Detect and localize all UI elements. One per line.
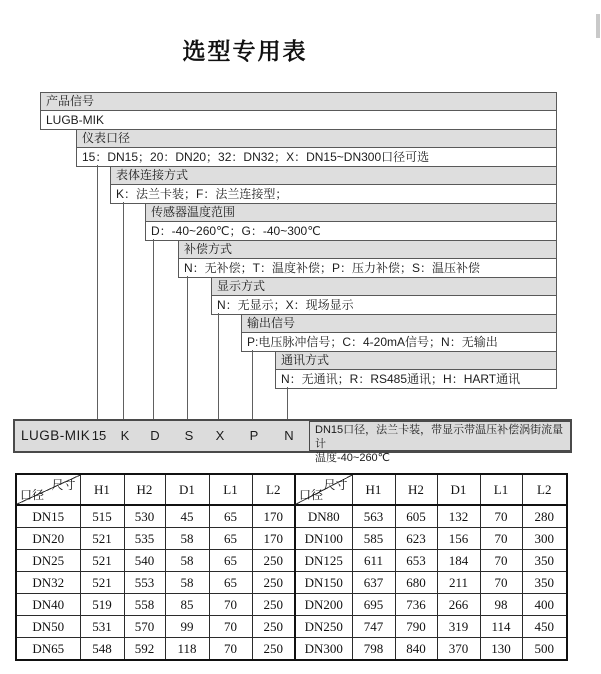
connector-line: [153, 239, 154, 419]
table-cell: 747: [352, 616, 395, 638]
code-letter: N: [284, 428, 294, 443]
table-cell: 521: [80, 528, 124, 550]
page-title: 选型专用表: [182, 38, 308, 64]
table-cell: 130: [480, 638, 522, 661]
table-cell: 515: [80, 505, 124, 528]
column-header: H1: [352, 474, 395, 505]
column-header: L1: [480, 474, 522, 505]
row-header-cell: DN125: [295, 550, 352, 572]
option-label: 输出信号: [242, 315, 556, 333]
corner-label-size: 尺寸: [323, 478, 348, 492]
corner-label-diameter: 口径: [299, 488, 324, 502]
column-header: H2: [395, 474, 437, 505]
table-cell: 114: [480, 616, 522, 638]
option-value: 15：DN15；20：DN20；32：DN32；X：DN15~DN300口径可选: [77, 148, 556, 166]
table-cell: 540: [124, 550, 165, 572]
connector-line: [97, 165, 98, 419]
table-row: [16, 528, 567, 550]
option-value: LUGB-MIK: [41, 111, 556, 129]
column-header: D1: [437, 474, 480, 505]
table-cell: 350: [522, 572, 567, 594]
option-label: 显示方式: [212, 278, 556, 296]
row-header-cell: DN200: [295, 594, 352, 616]
connector-line: [287, 387, 288, 419]
table-cell: 695: [352, 594, 395, 616]
option-box-output-signal: [241, 314, 557, 352]
row-header-cell: DN40: [16, 594, 80, 616]
column-header: H2: [124, 474, 165, 505]
corner-label-size: 尺寸: [51, 478, 76, 492]
table-cell: 521: [80, 550, 124, 572]
row-header-cell: DN25: [16, 550, 80, 572]
table-cell: 45: [165, 505, 209, 528]
column-header: H1: [80, 474, 124, 505]
table-cell: 70: [480, 550, 522, 572]
table-cell: 736: [395, 594, 437, 616]
table-cell: 65: [209, 572, 252, 594]
option-box-sensor-temp-range: [145, 203, 557, 241]
table-cell: 170: [252, 505, 295, 528]
table-cell: 300: [522, 528, 567, 550]
table-cell: 653: [395, 550, 437, 572]
option-box-body-connection: [110, 166, 557, 204]
table-cell: 70: [480, 505, 522, 528]
table-cell: 70: [209, 616, 252, 638]
table-cell: 250: [252, 594, 295, 616]
table-cell: 548: [80, 638, 124, 661]
example-description: [309, 421, 571, 464]
table-cell: 450: [522, 616, 567, 638]
table-cell: 65: [209, 550, 252, 572]
table-row: [16, 616, 567, 638]
example-description-line1: DN15口径，法兰卡装，带显示带温压补偿涡街流量计: [315, 424, 564, 450]
column-header: L2: [522, 474, 567, 505]
option-label: 传感器温度范围: [146, 204, 556, 222]
table-row: [16, 550, 567, 572]
option-label: 表体连接方式: [111, 167, 556, 185]
table-cell: 99: [165, 616, 209, 638]
column-header: L2: [252, 474, 295, 505]
table-cell: 118: [165, 638, 209, 661]
table-cell: 500: [522, 638, 567, 661]
table-cell: 85: [165, 594, 209, 616]
table-cell: 370: [437, 638, 480, 661]
option-value: P:电压脉冲信号；C：4-20mA信号；N：无输出: [242, 333, 556, 351]
table-cell: 211: [437, 572, 480, 594]
table-cell: 790: [395, 616, 437, 638]
table-cell: 70: [480, 572, 522, 594]
column-header: D1: [165, 474, 209, 505]
corner-cell: [295, 474, 352, 505]
table-row: [16, 572, 567, 594]
corner-cell: [16, 474, 80, 505]
table-cell: 280: [522, 505, 567, 528]
row-header-cell: DN250: [295, 616, 352, 638]
table-cell: 623: [395, 528, 437, 550]
table-cell: 58: [165, 550, 209, 572]
table-cell: 530: [124, 505, 165, 528]
row-header-cell: DN50: [16, 616, 80, 638]
row-header-cell: DN100: [295, 528, 352, 550]
table-cell: 400: [522, 594, 567, 616]
connector-line: [218, 313, 219, 419]
table-cell: 70: [480, 528, 522, 550]
table-cell: 592: [124, 638, 165, 661]
table-cell: 250: [252, 616, 295, 638]
option-label: 仪表口径: [77, 130, 556, 148]
table-cell: 98: [480, 594, 522, 616]
option-box-communication: [275, 351, 557, 389]
table-cell: 519: [80, 594, 124, 616]
code-letter: S: [184, 428, 194, 443]
table-cell: 798: [352, 638, 395, 661]
table-row: [16, 638, 567, 661]
table-cell: 558: [124, 594, 165, 616]
table-cell: 70: [209, 638, 252, 661]
row-header-cell: DN20: [16, 528, 80, 550]
option-box-meter-diameter: [76, 129, 557, 167]
option-box-product-signal: [40, 92, 557, 130]
connector-line: [123, 202, 124, 419]
table-cell: 132: [437, 505, 480, 528]
table-cell: 250: [252, 572, 295, 594]
scrollbar-fragment: [596, 14, 600, 38]
table-cell: 637: [352, 572, 395, 594]
table-cell: 521: [80, 572, 124, 594]
row-header-cell: DN32: [16, 572, 80, 594]
option-box-compensation: [178, 240, 557, 278]
table-cell: 585: [352, 528, 395, 550]
table-cell: 553: [124, 572, 165, 594]
row-header-cell: DN80: [295, 505, 352, 528]
connector-line: [187, 276, 188, 419]
table-cell: 58: [165, 572, 209, 594]
option-value: N：无通讯；R：RS485通讯；H：HART通讯: [276, 370, 556, 388]
option-label: 补偿方式: [179, 241, 556, 259]
table-cell: 605: [395, 505, 437, 528]
table-cell: 266: [437, 594, 480, 616]
table-cell: 350: [522, 550, 567, 572]
model-code: LUGB-MIK: [21, 428, 91, 443]
option-label: 通讯方式: [276, 352, 556, 370]
option-value: D：-40~260℃；G：-40~300℃: [146, 222, 556, 240]
table-cell: 65: [209, 505, 252, 528]
code-letter: X: [215, 428, 225, 443]
option-label: 产品信号: [41, 93, 556, 111]
code-letter: D: [150, 428, 160, 443]
table-cell: 563: [352, 505, 395, 528]
table-cell: 58: [165, 528, 209, 550]
table-header-row: [16, 474, 567, 505]
table-cell: 611: [352, 550, 395, 572]
option-value: N：无显示；X：现场显示: [212, 296, 556, 314]
option-value: N：无补偿；T：温度补偿；P：压力补偿；S：温压补偿: [179, 259, 556, 277]
table-row: [16, 505, 567, 528]
table-cell: 535: [124, 528, 165, 550]
row-header-cell: DN65: [16, 638, 80, 661]
dimension-table: [15, 473, 568, 661]
table-cell: 680: [395, 572, 437, 594]
row-header-cell: DN150: [295, 572, 352, 594]
code-letter: K: [120, 428, 130, 443]
column-header: L1: [209, 474, 252, 505]
example-description-line2: 温度-40~260℃: [315, 452, 391, 464]
table-cell: 65: [209, 528, 252, 550]
table-cell: 319: [437, 616, 480, 638]
example-code-bar: [13, 419, 572, 464]
row-header-cell: DN15: [16, 505, 80, 528]
code-letter: 15: [91, 428, 107, 443]
table-cell: 70: [209, 594, 252, 616]
table-cell: 156: [437, 528, 480, 550]
row-header-cell: DN300: [295, 638, 352, 661]
table-cell: 170: [252, 528, 295, 550]
table-cell: 531: [80, 616, 124, 638]
table-cell: 250: [252, 638, 295, 661]
connector-line: [252, 350, 253, 419]
option-box-display-mode: [211, 277, 557, 315]
option-value: K：法兰卡装；F：法兰连接型；: [111, 185, 556, 203]
table-cell: 840: [395, 638, 437, 661]
table-cell: 250: [252, 550, 295, 572]
code-letter: P: [249, 428, 259, 443]
corner-label-diameter: 口径: [20, 488, 45, 502]
table-cell: 570: [124, 616, 165, 638]
table-cell: 184: [437, 550, 480, 572]
table-row: [16, 594, 567, 616]
